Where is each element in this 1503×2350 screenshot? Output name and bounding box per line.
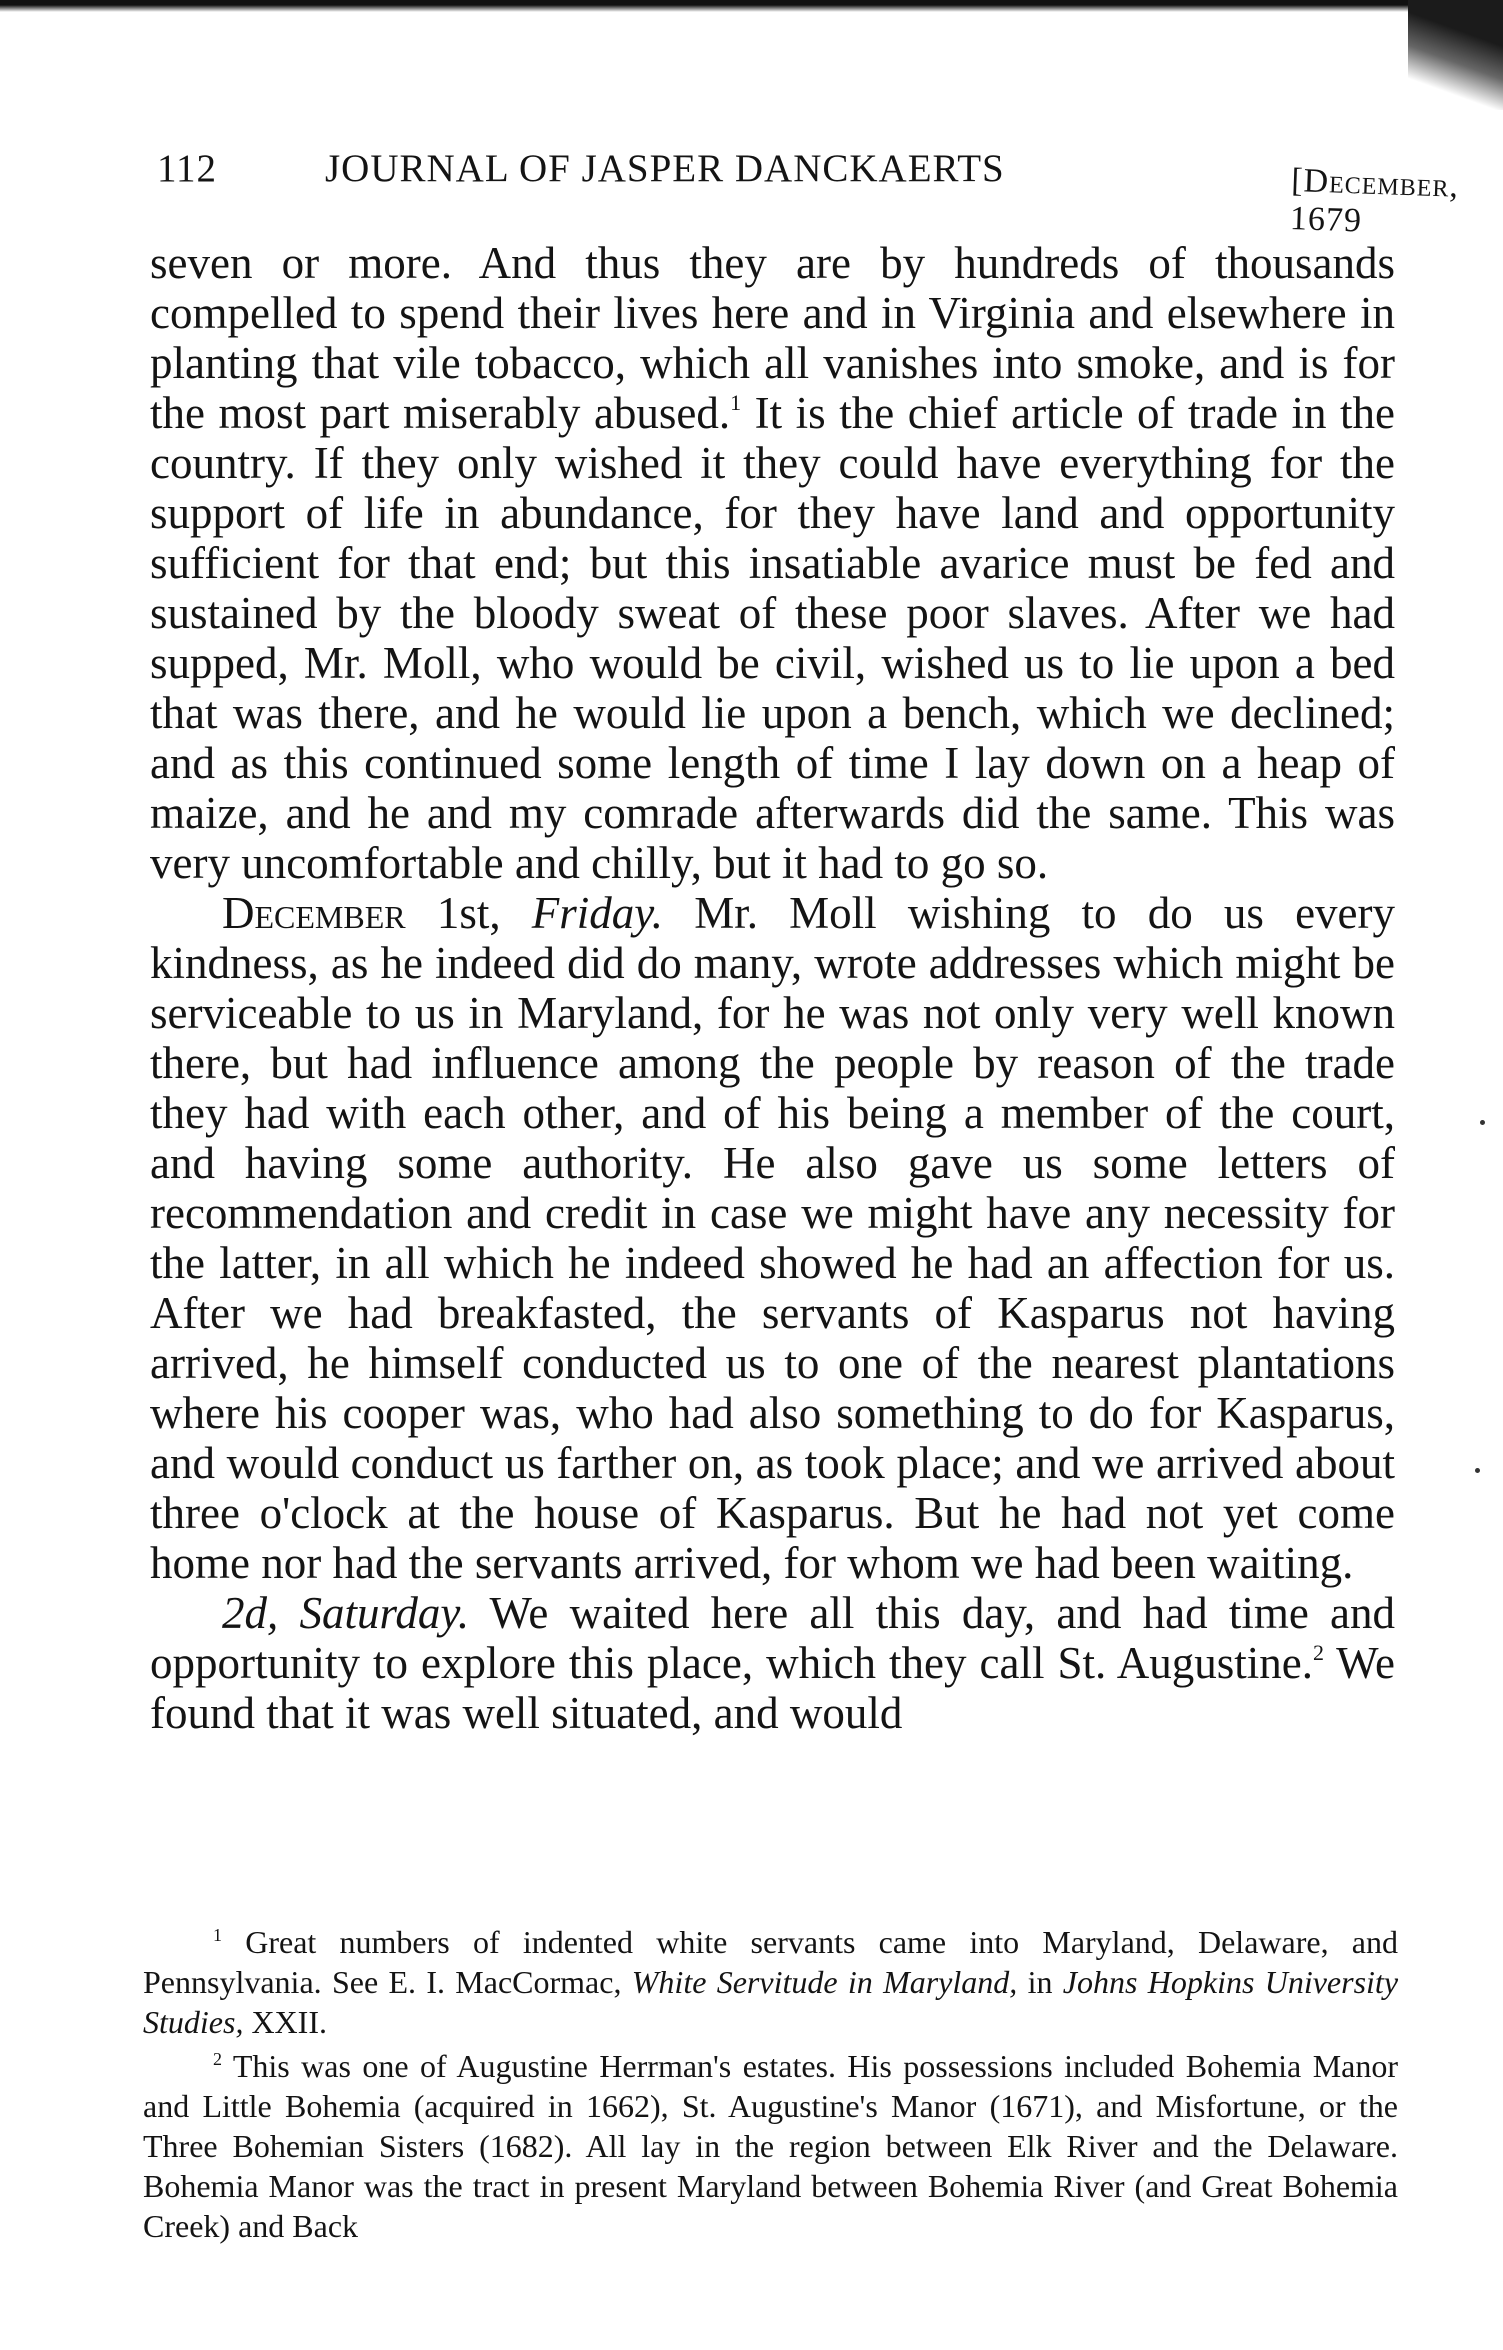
entry-date: 2d, Saturday. [222,1588,470,1638]
footnote-2-marker: 2 [213,2049,222,2069]
running-title: JOURNAL OF JASPER DANCKAERTS [325,147,1005,190]
footnote-text: Great numbers of indented white servants came into Maryland, Delaware, and Pennsylvania. See E. I. MacCormac, [143,1924,1398,2000]
page-number: 112 [157,147,218,190]
paragraph-text: We found that it was well situated, and would [150,1638,1395,1738]
footnote-1-marker: 1 [213,1925,222,1945]
entry-day: 1st, [436,888,501,938]
footnote-1 [143,1922,1398,2042]
paragraph-text: We waited here all this day, and had time and opportunity to explore this place, which they call St. Augustine. [150,1588,1395,1688]
entry-weekday: Friday. [531,888,664,938]
top-scan-rule [0,0,1503,16]
footnote-2 [143,2046,1398,2246]
paragraph-december-1 [150,888,1395,1588]
paragraph-tobacco [150,238,1395,888]
paragraph-december-2 [150,1588,1395,1738]
paragraph-text: It is the chief article of trade in the country. If they only wished it they could have everything for the support of life in abundance, for they have land and opportunity sufficient for that end; but this insatiable avarice must be fed and sustained by the bloody sweat of these poor slaves. After we had supped, Mr. Moll, who would be civil, wished us to lie upon a bed that was there, and he would lie upon a bench, which we declined; and as this continued some length of time I lay down on a heap of maize, and he and my comrade afterwards did the same. This was very uncomfortable and chilly, but it had to go so. [150,388,1395,888]
footnote-book-title: White Servitude in Maryland, [631,1964,1018,2000]
footnote-text: This was one of Augustine Herrman's estates. His possessions included Bohemia Manor and Little Bohemia (acquired in 1662), St. Augustine's Manor (1671), and Misfortune, or the Three Bohemian Sisters (1682). All lay in the region between Elk River and the Delaware. Bohemia Manor was the tract in present Maryland between Bohemia River (and Great Bohemia Creek) and Back [143,2048,1398,2244]
running-header [157,146,1460,240]
scan-corner-shadow [1408,0,1503,110]
footnote-ref-2: 2 [1312,1640,1324,1665]
footnote-text: in [1017,1964,1063,2000]
main-text [150,238,1395,1738]
running-date: [December, 1679 [1289,162,1460,240]
margin-speck [1475,1468,1480,1473]
margin-speck [1480,1120,1485,1125]
entry-month: December [222,888,406,938]
footnotes [143,1922,1398,2250]
footnote-series-title: Johns Hopkins University Studies, [143,1964,1399,2040]
footnote-text: XXII. [243,2004,327,2040]
paragraph-text: Mr. Moll wishing to do us every kindness, as he indeed did do many, wrote addresses which might be serviceable to us in Maryland, for he was not only very well known there, but had influence among the people by reason of the trade they had with each other, and of his being a member of the court, and having some authority. He also gave us some letters of recommendation and credit in case we might have any necessity for the latter, in all which he indeed showed he had an affection for us. After we had breakfasted, the servants of Kasparus not having arrived, he himself conducted us to one of the nearest plantations where his cooper was, who had also something to do for Kasparus, and would conduct us farther on, as took place; and we arrived about three o'clock at the house of Kasparus. But he had not yet come home nor had the servants arrived, for whom we had been waiting. [150,888,1396,1588]
paragraph-text: seven or more. And thus they are by hundreds of thousands compelled to spend their lives here and in Virginia and elsewhere in planting that vile tobacco, which all vanishes into smoke, and is for the most part miserably abused. [150,238,1395,438]
footnote-ref-1: 1 [730,390,742,415]
